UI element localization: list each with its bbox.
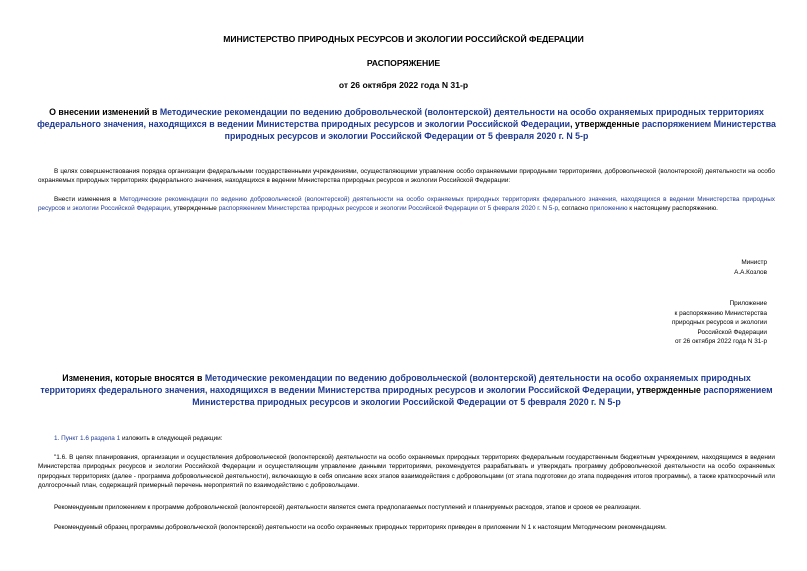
preamble-paragraph: В целях совершенствования порядка организации федеральными государственными учреждениями, осуществляющими управление особо охраняемыми природными территориями, добровольческой (волонтерской) деятельности на особо охраняемых природных территориях федерального значения, находящихся в ведении Министерства природных ресурсов и экологии Российской Федерации: <box>38 168 775 185</box>
signature-position: Министр <box>741 259 767 266</box>
ministry-header: МИНИСТЕРСТВО ПРИРОДНЫХ РЕСУРСОВ И ЭКОЛОГИИ РОССИЙСКОЙ ФЕДЕРАЦИИ <box>223 34 584 44</box>
amendment-suffix: к настоящему распоряжению. <box>627 205 718 213</box>
changes-title-mid: , утвержденные <box>631 385 704 395</box>
change-item-1 <box>54 434 775 443</box>
amendment-link-order[interactable]: распоряжением Министерства природных ресурсов и экологии Российской Федерации от 5 февраля 2020 г. N 5-р <box>218 205 558 213</box>
title-link-order[interactable]: распоряжением Министерства природных ресурсов и экологии Российской Федерации от 5 февраля 2020 г. N 5-р <box>224 119 776 141</box>
changes-title-link-guidelines[interactable]: Методические рекомендации по ведению добровольческой (волонтерской) деятельности на особо охраняемых природных территориях федерального значения, находящихся в ведении Министерства природных ресурсов и экологии Российской Федерации <box>40 373 751 395</box>
estimate-paragraph: Рекомендуемым приложением к программе добровольческой (волонтерской) деятельности является смета предполагаемых поступлений и планируемых расходов, этапов и сроков ее реализации. <box>54 504 641 511</box>
appendix-header <box>672 299 767 347</box>
signature-name: А.А.Козлов <box>734 268 767 276</box>
changes-title <box>36 372 777 408</box>
signature-block <box>734 258 767 277</box>
amendment-link-appendix[interactable]: приложению <box>589 205 628 213</box>
title-prefix: О внесении изменений в <box>49 107 160 117</box>
change-item-link-clause[interactable]: 1. Пункт 1.6 <box>54 435 89 442</box>
amendment-link-guidelines[interactable]: Методические рекомендации по ведению добровольческой (волонтерской) деятельности на особо охраняемых природных территориях федерального значения, находящихся в ведении Министерства природных ресурсов и экологии Российской Федерации <box>38 196 776 213</box>
amendment-paragraph <box>38 195 775 214</box>
amendment-mid: , утвержденные <box>169 205 219 213</box>
document-type: РАСПОРЯЖЕНИЕ <box>366 58 441 68</box>
title-link-guidelines[interactable]: Методические рекомендации по ведению добровольческой (волонтерской) деятельности на особо охраняемых природных территориях федерального значения, находящихся в ведении Министерства природных ресурсов и экологии Российской Федерации <box>37 107 764 129</box>
amendment-mid2: , согласно <box>558 205 590 213</box>
changes-title-prefix: Изменения, которые вносятся в <box>62 373 205 383</box>
change-item-suffix: изложить в следующей редакции: <box>120 435 223 442</box>
appendix-line: к распоряжению Министерства <box>674 309 767 317</box>
appendix-line: от 26 октября 2022 года N 31-р <box>674 338 767 346</box>
document-title <box>36 106 777 142</box>
clause-1-6-paragraph: "1.6. В целях планирования, организации и осуществления добровольческой (волонтерской) деятельности на особо охраняемых природных территориях федеральным государственным бюджетным учреждением, находящимся в ведении Министерства природных ресурсов и экологии Российской Федерации и осуществляющим управление данными территориями, рекомендуется разрабатывать и утверждать программу добровольческой деятельности на особо охраняемых природных территориях (далее - программа добровольческой деятельности), включающую в себя описание всех этапов взаимодействия с добровольцами (от этапа подготовки до этапа подведения итогов программы), а также краткосрочный или долгосрочный план, содержащий примерный перечень мероприятий по взаимодействию с добровольцами. <box>38 454 775 490</box>
changes-title-link-order[interactable]: распоряжением Министерства природных ресурсов и экологии Российской Федерации от 5 февраля 2020 г. N 5-р <box>192 385 773 407</box>
appendix-line: Российской Федерации <box>697 328 767 336</box>
title-mid: , утвержденные <box>570 119 642 129</box>
amendment-prefix: Внести изменения в <box>54 196 120 203</box>
appendix-line: Приложение <box>729 300 767 307</box>
document-date-number: от 26 октября 2022 года N 31-р <box>338 80 469 90</box>
appendix-line: природных ресурсов и экологии <box>671 319 767 327</box>
sample-program-paragraph: Рекомендуемый образец программы добровольческой (волонтерской) деятельности на особо охраняемых природных территориях приведен в приложении N 1 к настоящим Методическим рекомендациям. <box>54 524 667 531</box>
change-item-link-section[interactable]: раздела 1 <box>90 435 121 442</box>
